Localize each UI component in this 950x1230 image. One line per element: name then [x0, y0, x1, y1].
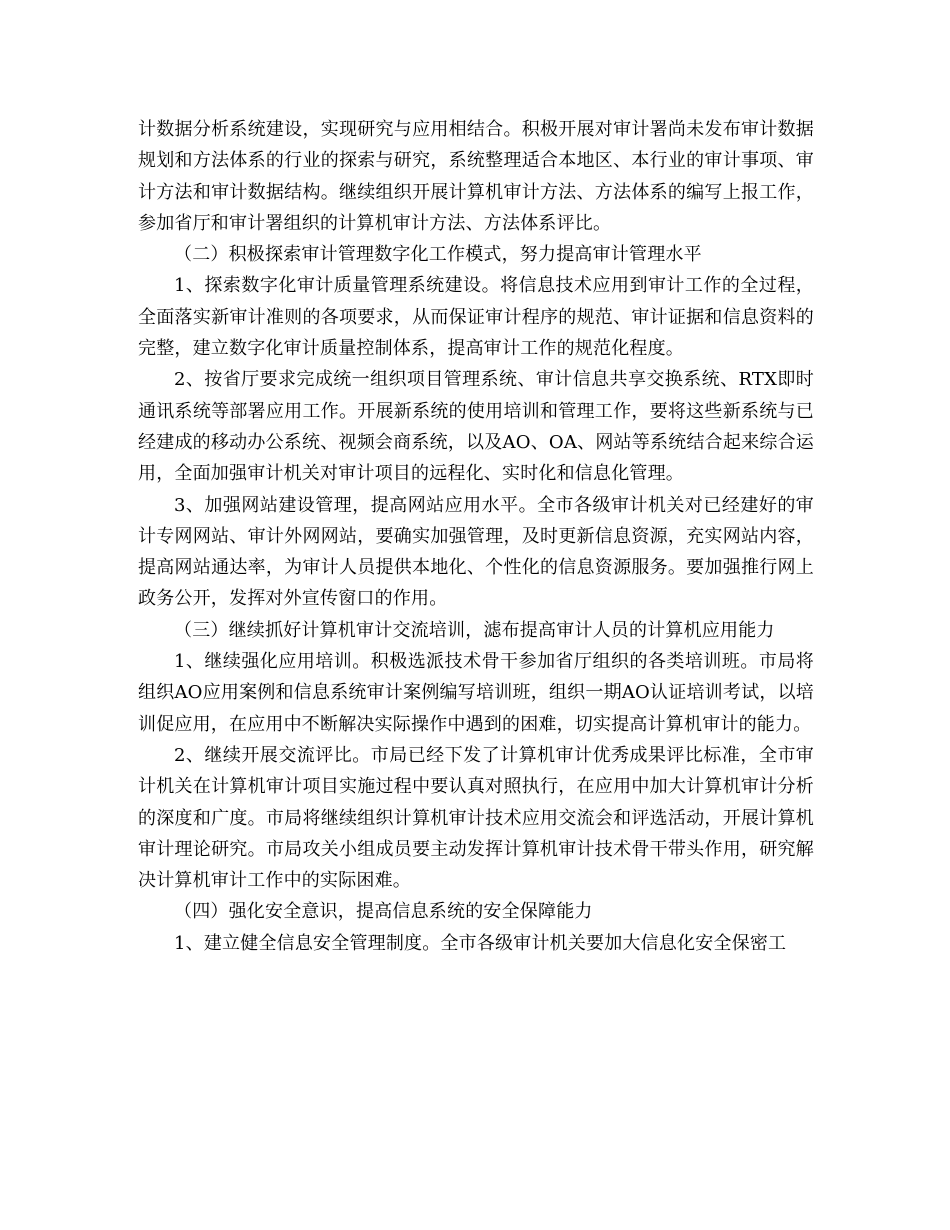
paragraph: 2、按省厅要求完成统一组织项目管理系统、审计信息共享交换系统、RTX即时通讯系统等部署应用工作。开展新系统的使用培训和管理工作，要将这些新系统与已经建成的移动办公系统、视频会商系统，以及AO、OA、网站等系统结合起来综合运用，全面加强审计机关对审计项目的远程化、实时化和信息化管理。: [138, 369, 814, 485]
paragraph: 1、建立健全信息安全管理制度。全市各级审计机关要加大信息化安全保密工: [174, 932, 787, 954]
document-body: [138, 114, 814, 959]
section-heading: （四）强化安全意识，提高信息系统的安全保障能力: [174, 901, 593, 923]
paragraph: 1、继续强化应用培训。积极选派技术骨干参加省厅组织的各类培训班。市局将组织AO应用案例和信息系统审计案例编写培训班，组织一期AO认证培训考试，以培训促应用，在应用中不断解决实际操作中遇到的困难，切实提高计算机审计的能力。: [138, 651, 814, 735]
paragraph: 3、加强网站建设管理，提高网站应用水平。全市各级审计机关对已经建好的审计专网网站、审计外网网站，要确实加强管理，及时更新信息资源，充实网站内容，提高网站通达率，为审计人员提供本地化、个性化的信息资源服务。要加强推行网上政务公开，发挥对外宣传窗口的作用。: [138, 494, 814, 610]
section-heading: （二）积极探索审计管理数字化工作模式，努力提高审计管理水平: [174, 244, 702, 266]
paragraph: 计数据分析系统建设，实现研究与应用相结合。积极开展对审计署尚未发布审计数据规划和方法体系的行业的探索与研究，系统整理适合本地区、本行业的审计事项、审计方法和审计数据结构。继续组织开展计算机审计方法、方法体系的编写上报工作，参加省厅和审计署组织的计算机审计方法、方法体系评比。: [138, 119, 814, 234]
paragraph: 2、继续开展交流评比。市局已经下发了计算机审计优秀成果评比标准，全市审计机关在计算机审计项目实施过程中要认真对照执行，在应用中加大计算机审计分析的深度和广度。市局将继续组织计算机审计技术应用交流会和评选活动，开展计算机审计理论研究。市局攻关小组成员要主动发挥计算机审计技术骨干带头作用，研究解决计算机审计工作中的实际困难。: [138, 744, 814, 892]
paragraph: 1、探索数字化审计质量管理系统建设。将信息技术应用到审计工作的全过程，全面落实新审计准则的各项要求，从而保证审计程序的规范、审计证据和信息资料的完整，建立数字化审计质量控制体系，提高审计工作的规范化程度。: [138, 275, 814, 360]
section-heading: （三）继续抓好计算机审计交流培训，滤布提高审计人员的计算机应用能力: [174, 619, 775, 641]
